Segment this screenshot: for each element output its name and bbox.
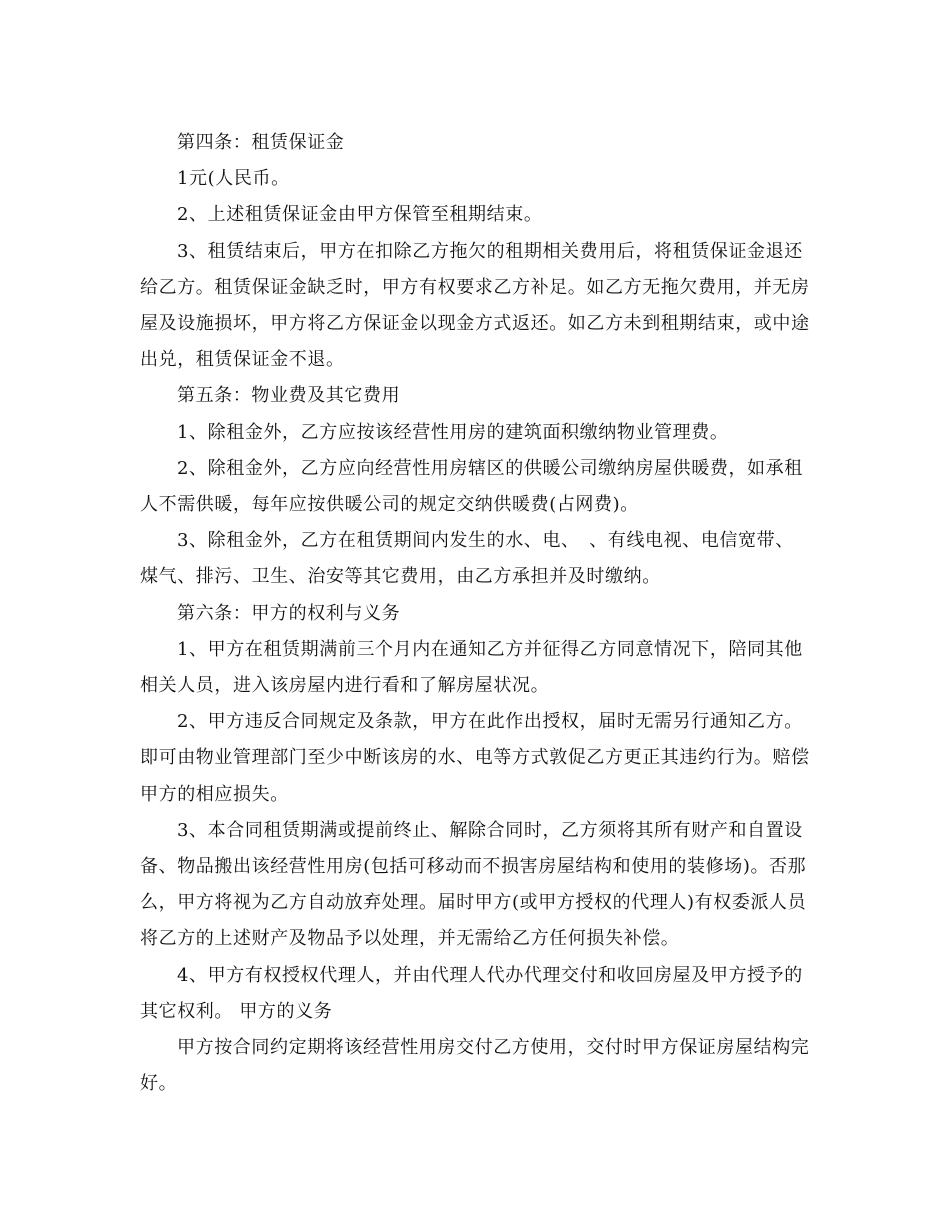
article-6-clause-1: 1、甲方在租赁期满前三个月内在通知乙方并征得乙方同意情况下，陪同其他相关人员，进入该房屋内进行看和了解房屋状况。 <box>140 638 803 697</box>
article-4-clause-2: 2、上述租赁保证金由甲方保管至租期结束。 <box>177 204 543 226</box>
document-body <box>140 125 810 1102</box>
article-5-clause-3: 3、除租金外，乙方在租赁期间内发生的水、电、 、有线电视、电信宽带、煤气、排污、卫生、治安等其它费用，由乙方承担并及时缴纳。 <box>140 530 794 588</box>
article-5-clause-1: 1、除租金外，乙方应按该经营性用房的建筑面积缴纳物业管理费。 <box>177 421 729 443</box>
article-4-clause-3: 3、租赁结束后，甲方在扣除乙方拖欠的租期相关费用后，将租赁保证金退还给乙方。租赁保证金缺乏时，甲方有权要求乙方补足。如乙方无拖欠费用，并无房屋及设施损坏，甲方将乙方保证金以现金方式返还。如乙方未到租期结束，或中途出兑，租赁保证金不退。 <box>140 240 810 371</box>
article-5-clause-2: 2、除租金外，乙方应向经营性用房辖区的供暖公司缴纳房屋供暖费，如承租人不需供暖，每年应按供暖公司的规定交纳供暖费(占网费)。 <box>140 457 803 516</box>
article-5-heading: 第五条：物业费及其它费用 <box>177 385 401 407</box>
article-6-heading: 第六条：甲方的权利与义务 <box>177 602 401 624</box>
lessor-obligation-paragraph: 甲方按合同约定期将该经营性用房交付乙方使用，交付时甲方保证房屋结构完好。 <box>140 1037 810 1095</box>
article-6-clause-2: 2、甲方违反合同规定及条款，甲方在此作出授权，届时无需另行通知乙方。即可由物业管理部门至少中断该房的水、电等方式敦促乙方更正其违约行为。赔偿甲方的相应损失。 <box>140 711 810 805</box>
article-6-clause-4: 4、甲方有权授权代理人，并由代理人代办代理交付和收回房屋及甲方授予的其它权利。 甲方的义务 <box>140 964 803 1022</box>
article-4-heading: 第四条：租赁保证金 <box>177 132 345 153</box>
article-4-clause-1: 1元(人民币。 <box>177 168 290 190</box>
article-6-clause-3: 3、本合同租赁期满或提前终止、解除合同时，乙方须将其所有财产和自置设备、物品搬出该经营性用房(包括可移动而不损害房屋结构和使用的装修场)。否那么，甲方将视为乙方自动放弃处理。届时甲方(或甲方授权的代理人)有权委派人员将乙方的上述财产及物品予以处理，并无需给乙方任何损失补偿。 <box>140 819 807 950</box>
